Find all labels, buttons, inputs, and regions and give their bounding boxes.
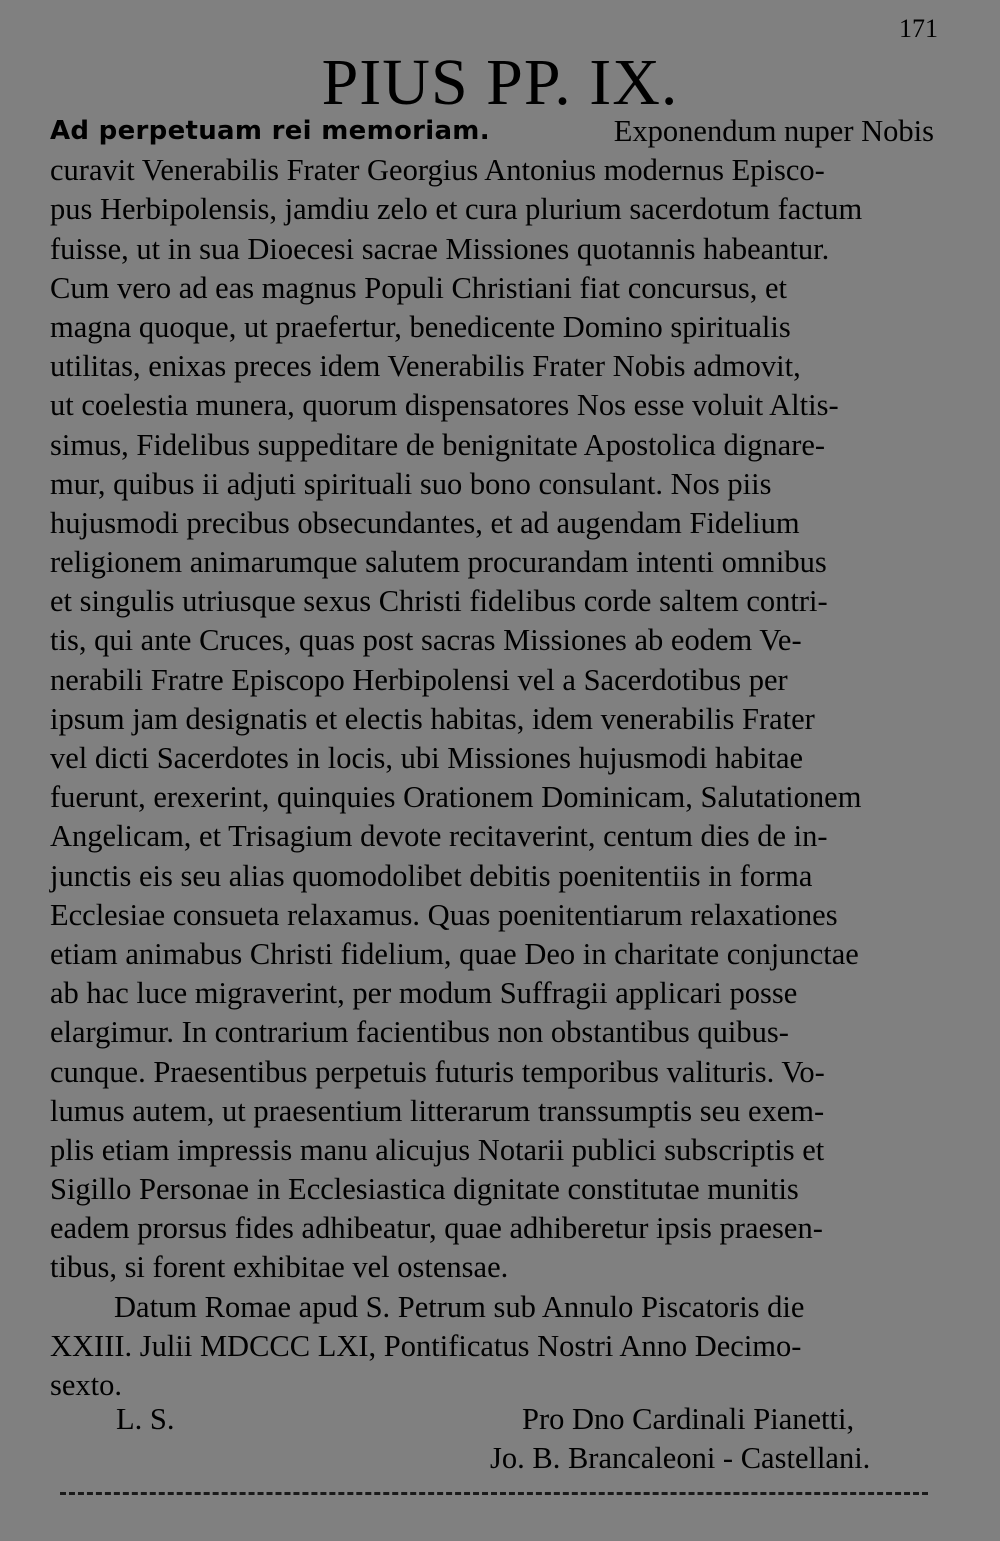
body-line: utilitas, enixas preces idem Venerabilis Frater Nobis admovit, <box>50 349 801 384</box>
body-line: tis, qui ante Cruces, quas post sacras Missiones ab eodem Ve- <box>50 623 802 658</box>
dating-line: XXIII. Julii MDCCC LXI, Pontificatus Nostri Anno Decimo- <box>50 1328 802 1363</box>
body-line: plis etiam impressis manu alicujus Notarii publici subscriptis et <box>50 1132 825 1167</box>
dating-line: sexto. <box>50 1368 123 1402</box>
body-line: curavit Venerabilis Frater Georgius Antonius modernus Episco- <box>50 153 825 188</box>
page-number: 171 <box>899 14 938 43</box>
body-line: junctis eis seu alias quomodolibet debitis poenitentiis in forma <box>50 858 813 893</box>
body-line: Ecclesiae consueta relaxamus. Quas poenitentiarum relaxationes <box>50 897 838 932</box>
seal-mark: L. S. <box>116 1402 175 1436</box>
body-line: mur, quibus ii adjuti spirituali suo bono consulant. Nos piis <box>50 466 772 501</box>
body-line: tibus, si forent exhibitae vel ostensae. <box>50 1250 509 1285</box>
dating-line: Datum Romae apud S. Petrum sub Annulo Piscatoris die <box>114 1289 805 1324</box>
body-line: Sigillo Personae in Ecclesiastica dignitate constitutae munitis <box>50 1172 799 1207</box>
body-line: et singulis utriusque sexus Christi fidelibus corde saltem contri- <box>50 584 828 619</box>
body-line-1 <box>50 112 934 151</box>
body-line: Angelicam, et Trisagium devote recitaverint, centum dies de in- <box>50 819 828 854</box>
document-title: PIUS PP. IX. <box>321 46 679 119</box>
lead-heading: Ad perpetuam rei memoriam. <box>50 116 490 146</box>
body-line: fuisse, ut in sua Dioecesi sacrae Missiones quotannis habeantur. <box>50 231 830 266</box>
body-line: cunque. Praesentibus perpetuis futuris temporibus valituris. Vo- <box>50 1054 825 1089</box>
body-line: fuerunt, erexerint, quinquies Orationem Dominicam, Salutationem <box>50 780 862 815</box>
body-line: magna quoque, ut praefertur, benedicente Domino spiritualis <box>50 309 791 344</box>
body-line: etiam animabus Christi fidelium, quae Deo in charitate conjunctae <box>50 936 859 971</box>
body-line: ipsum jam designatis et electis habitas, idem venerabilis Frater <box>50 701 815 736</box>
body-line: eadem prorsus fides adhibeatur, quae adhiberetur ipsis praesen- <box>50 1211 823 1246</box>
document-body <box>50 112 934 1405</box>
body-line: pus Herbipolensis, jamdiu zelo et cura plurium sacerdotum factum <box>50 192 863 227</box>
body-line: Cum vero ad eas magnus Populi Christiani fiat concursus, et <box>50 270 787 305</box>
footer-rule <box>60 1492 928 1495</box>
body-line: ab hac luce migraverint, per modum Suffragii applicari posse <box>50 976 798 1011</box>
signature-line-2: Jo. B. Brancaleoni - Castellani. <box>490 1441 871 1475</box>
body-line-text: Exponendum nuper Nobis <box>613 114 934 148</box>
body-line: hujusmodi precibus obsecundantes, et ad augendam Fidelium <box>50 505 800 540</box>
body-line: elargimur. In contrarium facientibus non obstantibus quibus- <box>50 1015 789 1050</box>
body-line: lumus autem, ut praesentium litterarum transsumptis seu exem- <box>50 1093 825 1128</box>
body-line: simus, Fidelibus suppeditare de benignitate Apostolica dignare- <box>50 427 826 462</box>
body-line: ut coelestia munera, quorum dispensatores Nos esse voluit Altis- <box>50 388 839 423</box>
signature-line-1: Pro Dno Cardinali Pianetti, <box>522 1402 855 1436</box>
body-line: nerabili Fratre Episcopo Herbipolensi vel a Sacerdotibus per <box>50 662 788 697</box>
body-line: vel dicti Sacerdotes in locis, ubi Missiones hujusmodi habitae <box>50 741 804 775</box>
body-line: religionem animarumque salutem procurandam intenti omnibus <box>50 545 827 580</box>
